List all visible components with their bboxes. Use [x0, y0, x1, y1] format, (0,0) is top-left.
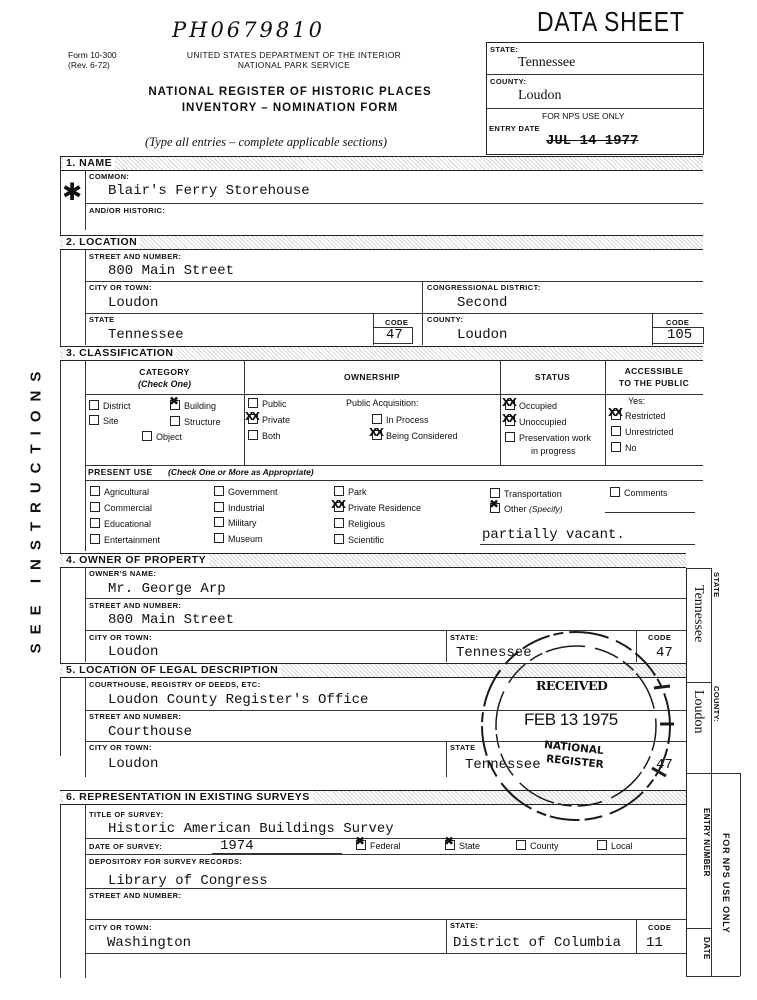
- status-preservation-line2: in progress: [531, 446, 576, 456]
- side-state-label: STATE: [712, 572, 721, 598]
- use-scientific[interactable]: Scientific: [334, 534, 384, 546]
- acquisition-in-process[interactable]: In Process: [372, 414, 429, 426]
- congressional-district-value: Second: [457, 295, 508, 311]
- location-street-value: 800 Main Street: [108, 263, 235, 279]
- form-revision: (Rev. 6-72): [68, 60, 110, 70]
- survey-date-value: 1974: [220, 838, 254, 854]
- state-code-value: 47: [386, 327, 403, 343]
- see-instructions: SEE INSTRUCTIONS: [27, 362, 45, 653]
- nps-use-only: FOR NPS USE ONLY: [542, 111, 625, 121]
- nps-entry-date-label: ENTRY DATE: [489, 124, 540, 133]
- owner-state-value: Tennessee: [456, 645, 532, 661]
- legal-state-label: STATE: [450, 743, 476, 752]
- form-title-line2: INVENTORY – NOMINATION FORM: [181, 102, 399, 114]
- use-other-value: partially vacant.: [482, 527, 625, 543]
- county-code-label: CODE: [666, 318, 690, 327]
- survey-street-label: STREET AND NUMBER:: [89, 891, 182, 900]
- category-object[interactable]: Object: [142, 431, 182, 443]
- survey-state-label: STATE:: [450, 921, 479, 930]
- nps-county-value: Loudon: [518, 88, 562, 103]
- survey-title-label: TITLE OF SURVEY:: [89, 810, 164, 819]
- owner-name-value: Mr. George Arp: [108, 581, 226, 597]
- category-header: CATEGORY: [139, 367, 190, 377]
- location-state-value: Tennessee: [108, 327, 184, 343]
- asterisk-mark: ✱: [62, 178, 83, 206]
- stamp-register-text: REGISTER: [545, 753, 605, 771]
- use-museum[interactable]: Museum: [214, 533, 263, 545]
- category-site[interactable]: Site: [89, 415, 119, 427]
- nps-entry-date-value: JUL 14 1977: [546, 133, 639, 149]
- side-nps-use-only: FOR NPS USE ONLY: [721, 833, 731, 934]
- location-state-label: STATE: [89, 315, 115, 324]
- survey-date-label: DATE OF SURVEY:: [89, 842, 163, 851]
- department-name: UNITED STATES DEPARTMENT OF THE INTERIOR: [186, 50, 402, 60]
- ownership-public[interactable]: Public: [248, 398, 287, 410]
- location-street-label: STREET AND NUMBER:: [89, 252, 182, 261]
- status-occupied[interactable]: XXOccupied: [505, 400, 557, 412]
- use-educational[interactable]: Educational: [90, 518, 151, 530]
- form-title-line1: NATIONAL REGISTER OF HISTORIC PLACES: [148, 86, 432, 98]
- accessible-header-line2: TO THE PUBLIC: [618, 378, 690, 388]
- owner-name-label: OWNER'S NAME:: [89, 569, 157, 578]
- legal-city-value: Loudon: [108, 756, 159, 772]
- nps-county-label: COUNTY:: [490, 77, 527, 86]
- acquisition-being-considered[interactable]: XXBeing Considered: [372, 430, 458, 442]
- use-agricultural[interactable]: Agricultural: [90, 486, 149, 498]
- use-transportation[interactable]: Transportation: [490, 488, 562, 500]
- depository-label: DEPOSITORY FOR SURVEY RECORDS:: [89, 857, 243, 866]
- stamp-received-text: RECEIVED: [536, 678, 608, 693]
- side-entry-number-label: ENTRY NUMBER: [702, 808, 711, 877]
- side-state-value: Tennessee: [691, 585, 706, 643]
- owner-state-label: STATE:: [450, 633, 479, 642]
- ownership-header: OWNERSHIP: [343, 372, 401, 382]
- use-industrial[interactable]: Industrial: [214, 502, 265, 514]
- use-commercial[interactable]: Commercial: [90, 502, 152, 514]
- category-structure[interactable]: Structure: [170, 416, 221, 428]
- present-use-note: (Check One or More as Appropriate): [168, 467, 314, 477]
- county-code-value: 105: [667, 327, 693, 343]
- owner-street-label: STREET AND NUMBER:: [89, 601, 182, 610]
- owner-code-value: 47: [656, 645, 673, 661]
- legal-code-value: 47: [656, 757, 673, 773]
- common-name-value: Blair's Ferry Storehouse: [108, 183, 310, 199]
- owner-city-label: CITY OR TOWN:: [89, 633, 152, 642]
- handwritten-reference-number: PH0679810: [172, 18, 325, 42]
- section-location-heading: 2. LOCATION: [60, 235, 703, 250]
- section-classification-heading: 3. CLASSIFICATION: [60, 346, 703, 361]
- category-subheader: (Check One): [137, 379, 191, 389]
- ownership-both[interactable]: Both: [248, 430, 281, 442]
- nps-state-label: STATE:: [490, 45, 519, 54]
- category-building[interactable]: ✖ Building: [170, 400, 216, 412]
- stamp-date-text: FEB 13 1975: [524, 710, 618, 729]
- use-comments[interactable]: Comments: [610, 487, 668, 499]
- form-instructions: (Type all entries – complete applicable sections): [145, 135, 388, 149]
- nps-state-value: Tennessee: [518, 55, 576, 70]
- status-preservation[interactable]: Preservation work: [505, 432, 591, 444]
- location-city-value: Loudon: [108, 295, 159, 311]
- owner-city-value: Loudon: [108, 644, 159, 660]
- use-private-residence[interactable]: XXPrivate Residence: [334, 502, 421, 514]
- owner-street-value: 800 Main Street: [108, 612, 235, 628]
- category-district[interactable]: District: [89, 400, 131, 412]
- location-city-label: CITY OR TOWN:: [89, 283, 152, 292]
- survey-county[interactable]: County: [516, 840, 559, 852]
- section-owner-heading: 4. OWNER OF PROPERTY: [60, 553, 686, 568]
- use-government[interactable]: Government: [214, 486, 278, 498]
- accessible-unrestricted[interactable]: Unrestricted: [611, 426, 674, 438]
- state-code-label: CODE: [385, 318, 409, 327]
- status-unoccupied[interactable]: XXUnoccupied: [505, 416, 567, 428]
- use-park[interactable]: Park: [334, 486, 367, 498]
- use-military[interactable]: Military: [214, 517, 257, 529]
- survey-code-value: 11: [646, 935, 663, 951]
- section-name-heading: 1. NAME: [60, 156, 703, 171]
- common-name-label: COMMON:: [89, 172, 130, 181]
- status-header: STATUS: [534, 372, 571, 382]
- survey-local[interactable]: Local: [597, 840, 633, 852]
- survey-city-label: CITY OR TOWN:: [89, 923, 152, 932]
- location-county-label: COUNTY:: [427, 315, 464, 324]
- received-stamp: [464, 628, 674, 823]
- legal-street-label: STREET AND NUMBER:: [89, 712, 182, 721]
- present-use-label: PRESENT USE: [88, 467, 153, 477]
- use-other[interactable]: ✖Other (Specify): [490, 503, 563, 515]
- depository-value: Library of Congress: [108, 873, 268, 889]
- survey-code-label: CODE: [648, 923, 672, 932]
- use-entertainment[interactable]: Entertainment: [90, 534, 160, 546]
- legal-state-value: Tennessee: [465, 757, 541, 773]
- side-county-label: COUNTY:: [712, 686, 721, 723]
- side-date-label: DATE: [702, 937, 711, 960]
- historic-name-label: AND/OR HISTORIC:: [89, 206, 166, 215]
- public-acquisition-label: Public Acquisition:: [346, 398, 419, 408]
- legal-city-label: CITY OR TOWN:: [89, 743, 152, 752]
- survey-federal[interactable]: ✖ Federal: [356, 840, 401, 852]
- section-surveys-heading: 6. REPRESENTATION IN EXISTING SURVEYS: [60, 790, 686, 805]
- form-number: Form 10-300: [68, 50, 117, 60]
- survey-state[interactable]: ✖ State: [445, 840, 480, 852]
- accessible-restricted[interactable]: XXRestricted: [611, 410, 666, 422]
- courthouse-label: COURTHOUSE, REGISTRY OF DEEDS, ETC:: [89, 680, 261, 689]
- location-county-value: Loudon: [457, 327, 508, 343]
- congressional-district-label: CONGRESSIONAL DISTRICT:: [427, 283, 541, 292]
- courthouse-value: Loudon County Register's Office: [108, 692, 369, 708]
- accessible-no[interactable]: No: [611, 442, 637, 454]
- service-name: NATIONAL PARK SERVICE: [237, 60, 351, 70]
- accessible-yes-label: Yes:: [628, 396, 646, 406]
- section-legal-description-heading: 5. LOCATION OF LEGAL DESCRIPTION: [60, 663, 686, 678]
- survey-state-value: District of Columbia: [453, 935, 622, 951]
- survey-city-value: Washington: [107, 935, 192, 951]
- data-sheet-title: DATA SHEET: [537, 6, 685, 37]
- owner-code-label: CODE: [648, 633, 672, 642]
- side-county-value: Loudon: [691, 690, 706, 734]
- ownership-private[interactable]: XXPrivate: [248, 414, 290, 426]
- accessible-header-line1: ACCESSIBLE: [624, 366, 684, 376]
- legal-street-value: Courthouse: [108, 724, 193, 740]
- use-religious[interactable]: Religious: [334, 518, 385, 530]
- survey-title-value: Historic American Buildings Survey: [108, 821, 394, 837]
- stamp-national-text: NATIONAL: [543, 738, 605, 758]
